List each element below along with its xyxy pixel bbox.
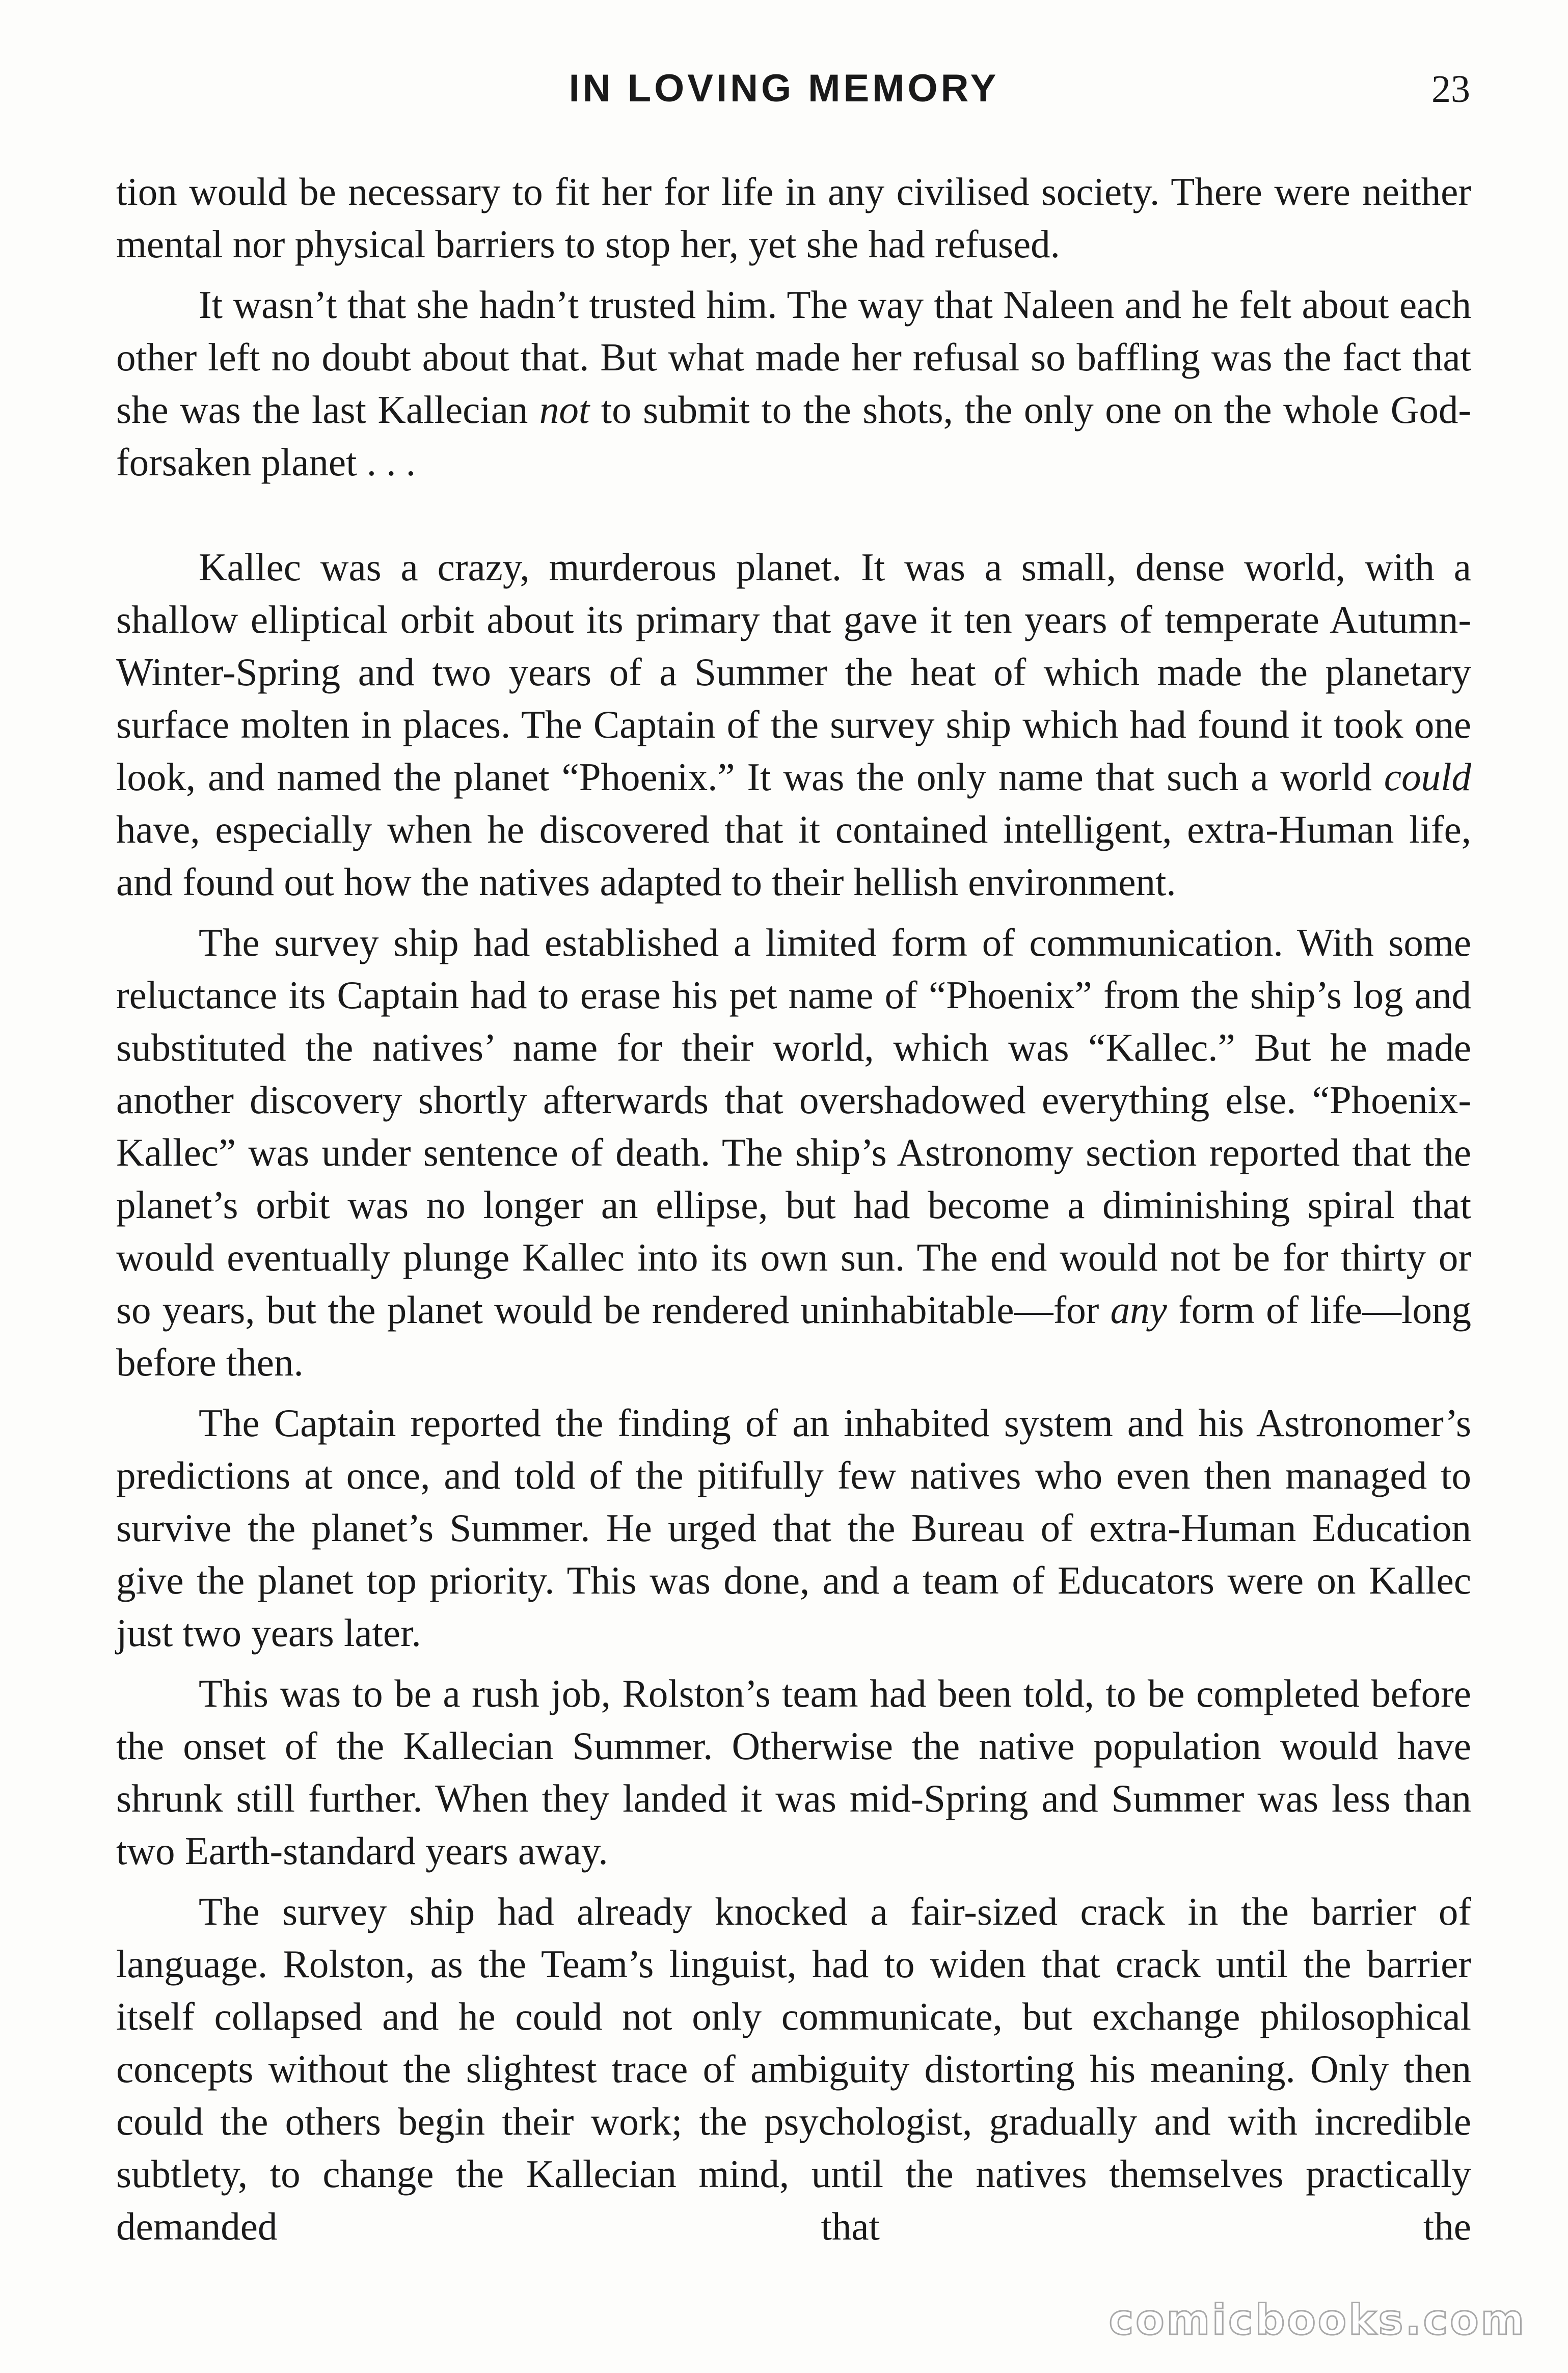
- text-run: It wasn’t that she hadn’t trusted him. The way that Naleen and he felt about each other left no doubt about that. But what made her refusal so baffling was the fact that she was the last Kallecian: [116, 283, 1471, 432]
- running-head: [0, 61, 1568, 117]
- italic-text: could: [1384, 755, 1471, 799]
- text-run: The survey ship had established a limited form of communication. With some reluctance its Captain had to erase his pet name of “Phoenix” from the ship’s log and substituted the natives’ name for their world, which was “Kallec.” But he made another discovery shortly afterwards that overshadowed everything else. “Phoenix-Kallec” was under sentence of death. The ship’s Astronomy section reported that the planet’s orbit was no longer an ellipse, but had become a diminishing spiral that would eventually plunge Kallec into its own sun. The end would not be for thirty or so years, but the planet would be rendered uninhabitable—for: [116, 921, 1471, 1332]
- running-title: IN LOVING MEMORY: [569, 67, 999, 110]
- paragraph: [116, 916, 1471, 1389]
- text-run: The Captain reported the finding of an inhabited system and his Astronomer’s predictions at once, and told of the pitifully few natives who even then managed to survive the planet’s Summer. He urged that the Bureau of extra-Human Education give the planet top priority. This was done, and a team of Educators were on Kallec just two years later.: [116, 1401, 1471, 1655]
- italic-text: any: [1110, 1288, 1167, 1332]
- paragraph: [116, 1885, 1471, 2253]
- text-run: tion would be necessary to fit her for life in any civilised society. There were neither mental nor physical barriers to stop her, yet she had refused.: [116, 170, 1471, 266]
- text-run: have, especially when he discovered that it contained intelligent, extra-Human life, and found out how the natives adapted to their hellish environment.: [116, 807, 1471, 904]
- body-text: [116, 166, 1471, 2253]
- paragraph: [116, 1667, 1471, 1877]
- text-run: Kallec was a crazy, murderous planet. It was a small, dense world, with a shallow elliptical orbit about its primary that gave it ten years of temperate Autumn-Winter-Spring and two years of a Summer the heat of which made the planetary surface molten in places. The Captain of the survey ship which had found it took one look, and named the planet “Phoenix.” It was the only name that such a world: [116, 545, 1471, 799]
- paragraph: [116, 541, 1471, 908]
- italic-text: not: [539, 388, 590, 432]
- page-number: 23: [1431, 68, 1470, 111]
- text-run: form of life—long before then.: [116, 1288, 1471, 1384]
- paragraph: [116, 279, 1471, 489]
- text-run: The survey ship had already knocked a fair-sized crack in the barrier of language. Rolston, as the Team’s linguist, had to widen that crack until the barrier itself collapsed and he could not only communicate, but exchange philosophical concepts without the slightest trace of ambiguity distorting his meaning. Only then could the others begin their work; the psychologist, gradually and with incredible subtlety, to change the Kallecian mind, until the natives themselves practically demanded that the: [116, 1890, 1471, 2248]
- text-run: to submit to the shots, the only one on the whole God-forsaken planet . . .: [116, 388, 1471, 484]
- watermark-logo: comicbooks.com: [1109, 2296, 1526, 2344]
- paragraph: [116, 166, 1471, 271]
- paragraph: [116, 1397, 1471, 1659]
- text-run: This was to be a rush job, Rolston’s team had been told, to be completed before the onset of the Kallecian Summer. Otherwise the native population would have shrunk still further. When they landed it was mid-Spring and Summer was less than two Earth-standard years away.: [116, 1671, 1471, 1873]
